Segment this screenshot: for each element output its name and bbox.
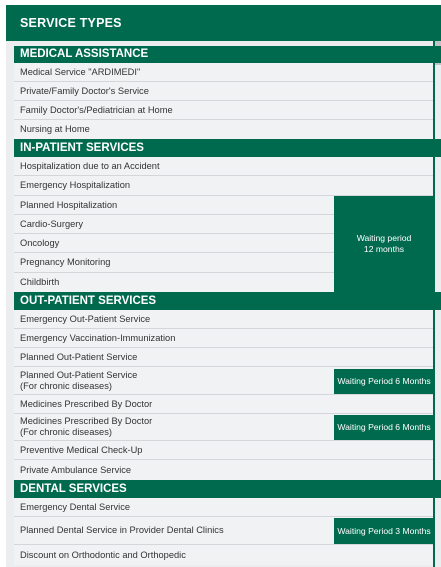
service-label: Medical Service "ARDIMEDI"	[20, 66, 141, 77]
service-label: Childbirth	[20, 277, 60, 287]
service-row	[14, 395, 433, 414]
service-label: Private/Family Doctor's Service	[20, 85, 149, 96]
section-header-out-patient-services: OUT-PATIENT SERVICES	[14, 292, 441, 310]
service-types-table	[6, 5, 441, 567]
service-label: Emergency Out-Patient Service	[20, 313, 151, 324]
service-label: Oncology	[20, 237, 60, 248]
service-label: Emergency Hospitalization	[20, 180, 131, 190]
waiting-period-badge: Waiting period 12 months	[334, 196, 434, 292]
service-label: Planned Out-Patient Service (For chronic diseases)	[20, 369, 138, 391]
service-label: Emergency Vaccination-Immunization	[20, 332, 176, 343]
service-row	[14, 460, 433, 480]
section-header-dental-services: DENTAL SERVICES	[14, 480, 441, 498]
service-label: Planned Hospitalization	[20, 199, 118, 210]
section-header-in-patient-services: IN-PATIENT SERVICES	[14, 139, 441, 157]
waiting-period-badge: Waiting Period 6 Months	[334, 415, 434, 440]
service-label: Preventive Medical Check-Up	[20, 444, 143, 455]
service-label: Emergency Dental Service	[20, 501, 131, 512]
service-label: Pregnancy Monitoring	[20, 257, 111, 267]
waiting-period-badge: Waiting Period 6 Months	[334, 369, 434, 394]
service-label: Discount on Orthodontic and Orthopedic	[20, 549, 186, 560]
service-row	[14, 310, 433, 329]
service-row	[14, 101, 433, 120]
service-label: Private Ambulance Service	[20, 464, 132, 475]
service-row	[14, 498, 433, 517]
service-label: Medicines Prescribed By Doctor	[20, 398, 153, 409]
service-label: Hospitalization due to an Accident	[20, 160, 160, 171]
service-row	[14, 545, 433, 565]
service-row	[14, 63, 433, 82]
service-row	[14, 441, 433, 460]
waiting-period-badge: Waiting Period 3 Months	[334, 518, 434, 544]
service-label: Cardio-Surgery	[20, 218, 84, 229]
service-label: Nursing at Home	[20, 124, 90, 134]
section-header-medical-assistance: MEDICAL ASSISTANCE	[14, 46, 441, 63]
service-label: Planned Out-Patient Service	[20, 351, 138, 362]
table-title: SERVICE TYPES	[6, 5, 441, 41]
service-row	[14, 348, 433, 367]
service-label: Family Doctor's/Pediatrician at Home	[20, 104, 173, 115]
service-label: Medicines Prescribed By Doctor (For chronic diseases)	[20, 416, 153, 437]
service-row	[14, 120, 433, 139]
service-row	[14, 329, 433, 348]
service-row	[14, 176, 433, 196]
service-label: Planned Dental Service in Provider Dental Clinics	[20, 525, 224, 535]
service-row	[14, 82, 433, 101]
service-row	[14, 157, 433, 176]
